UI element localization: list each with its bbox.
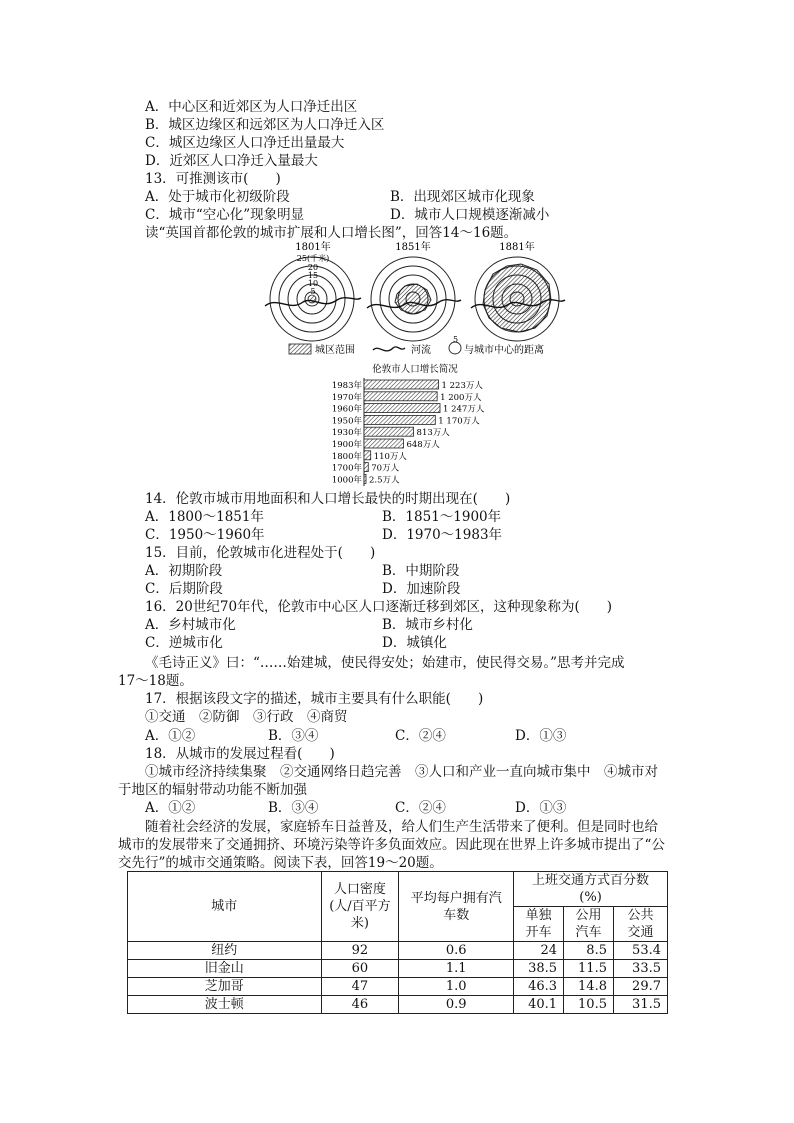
q17-items: ①交通 ②防御 ③行政 ④商贸 bbox=[145, 709, 348, 725]
table-row bbox=[128, 942, 668, 960]
q15-stem: 15．目前，伦敦城市化进程处于( ) bbox=[145, 545, 376, 561]
ring-label-15: 15 bbox=[307, 271, 319, 280]
q14-option-a: A．1800～1851年 bbox=[145, 509, 264, 525]
cell-bus: 8.5 bbox=[564, 942, 614, 960]
q13-option-d: D．城市人口规模逐渐减小 bbox=[390, 207, 550, 223]
commute-table bbox=[127, 871, 668, 1014]
chart-category-label: 1800年 bbox=[331, 451, 362, 462]
q12-option-a: A．中心区和近郊区为人口净迁出区 bbox=[145, 99, 358, 115]
intro-19-20-line3: 交先行”的城市交通策略。阅读下表，回答19～20题。 bbox=[118, 855, 443, 871]
chart-bar bbox=[364, 392, 437, 401]
chart-bar bbox=[364, 415, 435, 424]
cell-cars: 1.0 bbox=[399, 978, 514, 996]
chart-bar bbox=[364, 427, 414, 436]
q13-stem: 13．可推测该市( ) bbox=[145, 171, 281, 187]
q15-option-a: A．初期阶段 bbox=[145, 563, 223, 579]
q17-option-a: A．①② bbox=[145, 728, 196, 744]
q15-option-c: C．后期阶段 bbox=[145, 581, 223, 597]
header-city: 城市 bbox=[128, 872, 322, 942]
table-row bbox=[128, 996, 668, 1014]
q16-option-b: B．城市乡村化 bbox=[382, 617, 473, 633]
cell-drive: 24 bbox=[514, 942, 564, 960]
q15-option-b: B．中期阶段 bbox=[382, 563, 460, 579]
london-population-chart bbox=[320, 360, 510, 488]
ring-label-25: 25(千米) bbox=[296, 254, 330, 263]
chart-bar bbox=[364, 404, 440, 413]
table-row bbox=[128, 960, 668, 978]
legend-distance-number: 5 bbox=[453, 335, 459, 344]
q12-option-c: C．城区边缘区人口净迁出量最大 bbox=[145, 135, 345, 151]
cell-public: 29.7 bbox=[613, 978, 667, 996]
cell-public: 53.4 bbox=[613, 942, 667, 960]
cell-cars: 0.9 bbox=[399, 996, 514, 1014]
q14-stem: 14．伦敦市城市用地面积和人口增长最快的时期出现在( ) bbox=[145, 491, 511, 507]
chart-data-label: 813万人 bbox=[416, 428, 450, 439]
legend-area-swatch bbox=[289, 344, 311, 354]
chart-data-label: 1 200万人 bbox=[440, 392, 482, 403]
header-density: 人口密度 (人/百平方 米) bbox=[321, 872, 399, 942]
map-1851 bbox=[367, 257, 461, 341]
cell-drive: 46.3 bbox=[514, 978, 564, 996]
cell-city: 芝加哥 bbox=[128, 978, 322, 996]
legend-distance-label: 与城市中心的距离 bbox=[464, 345, 544, 356]
q16-option-c: C．逆城市化 bbox=[145, 635, 223, 651]
cell-density: 46 bbox=[321, 996, 399, 1014]
header-drive: 单独 开车 bbox=[514, 907, 564, 942]
map-year-1801: 1801年 bbox=[295, 242, 331, 253]
chart-data-label: 1 247万人 bbox=[443, 404, 485, 415]
q18-option-a: A．①② bbox=[145, 800, 196, 816]
q15-option-d: D．加速阶段 bbox=[382, 581, 461, 597]
chart-bar bbox=[364, 451, 371, 460]
chart-bar bbox=[364, 439, 403, 448]
chart-data-label: 110万人 bbox=[373, 451, 407, 462]
q13-option-c: C．城市“空心化”现象明显 bbox=[145, 207, 305, 223]
cell-city: 纽约 bbox=[128, 942, 322, 960]
cell-city: 旧金山 bbox=[128, 960, 322, 978]
cell-density: 60 bbox=[321, 960, 399, 978]
intro-19-20-line1: 随着社会经济的发展，家庭轿车日益普及，给人们生产生活带来了便利。但是同时也给 bbox=[145, 819, 658, 835]
intro-17-18-line2: 17～18题。 bbox=[118, 673, 193, 689]
q16-option-a: A．乡村城市化 bbox=[145, 617, 236, 633]
header-public: 公共 交通 bbox=[613, 907, 667, 942]
chart-data-label: 1 170万人 bbox=[438, 416, 480, 427]
cell-cars: 0.6 bbox=[399, 942, 514, 960]
chart-data-label: 648万人 bbox=[406, 440, 440, 450]
london-expansion-maps bbox=[255, 240, 575, 360]
q17-option-d: D．①③ bbox=[515, 728, 567, 744]
q18-option-c: C．②④ bbox=[395, 800, 446, 816]
q12-option-d: D．近郊区人口净迁入量最大 bbox=[145, 153, 318, 169]
q18-items-line2: 于地区的辐射带动功能不断加强 bbox=[118, 782, 307, 798]
q17-stem: 17．根据该段文字的描述，城市主要具有什么职能( ) bbox=[145, 691, 484, 707]
cell-density: 92 bbox=[321, 942, 399, 960]
q14-option-b: B．1851～1900年 bbox=[382, 509, 502, 525]
cell-public: 31.5 bbox=[613, 996, 667, 1014]
chart-bar bbox=[364, 474, 366, 483]
chart-category-label: 1000年 bbox=[331, 475, 362, 486]
chart-category-label: 1950年 bbox=[331, 416, 362, 427]
chart-category-label: 1700年 bbox=[331, 463, 362, 474]
map-year-1851: 1851年 bbox=[395, 242, 431, 253]
q18-items-line1: ①城市经济持续集聚 ②交通网络日趋完善 ③人口和产业一直向城市集中 ④城市对 bbox=[145, 764, 658, 780]
legend-area-label: 城区范围 bbox=[315, 345, 355, 356]
q18-option-b: B．③④ bbox=[268, 800, 319, 816]
cell-density: 47 bbox=[321, 978, 399, 996]
intro-14-16: 读“英国首都伦敦的城市扩展和人口增长图”，回答14～16题。 bbox=[145, 225, 518, 241]
q17-option-c: C．②④ bbox=[395, 728, 446, 744]
ring-label-10: 10 bbox=[307, 279, 319, 288]
map-year-1881: 1881年 bbox=[499, 242, 535, 253]
q13-option-a: A．处于城市化初级阶段 bbox=[145, 189, 290, 205]
map-1881 bbox=[471, 257, 565, 341]
legend-river-label: 河流 bbox=[411, 345, 431, 356]
table-header-row bbox=[128, 872, 668, 907]
legend-river-swatch bbox=[373, 347, 405, 351]
chart-category-label: 1900年 bbox=[331, 440, 362, 450]
ring-label-5: 5 bbox=[310, 287, 316, 296]
header-commute: 上班交通方式百分数 (%) bbox=[514, 872, 668, 907]
q14-option-c: C．1950～1960年 bbox=[145, 527, 265, 543]
q17-option-b: B．③④ bbox=[268, 728, 319, 744]
q16-option-d: D．城镇化 bbox=[382, 635, 447, 651]
cell-cars: 1.1 bbox=[399, 960, 514, 978]
cell-drive: 40.1 bbox=[514, 996, 564, 1014]
cell-public: 33.5 bbox=[613, 960, 667, 978]
cell-bus: 14.8 bbox=[564, 978, 614, 996]
chart-category-label: 1970年 bbox=[331, 392, 362, 403]
chart-category-label: 1930年 bbox=[331, 428, 362, 439]
cell-city: 波士顿 bbox=[128, 996, 322, 1014]
chart-data-label: 1 223万人 bbox=[441, 381, 483, 391]
chart-category-label: 1983年 bbox=[331, 381, 362, 391]
q16-stem: 16．20世纪70年代，伦敦市中心区人口逐渐迁移到郊区，这种现象称为( ) bbox=[145, 599, 613, 615]
q14-option-d: D．1970～1983年 bbox=[382, 527, 503, 543]
ring-label-20: 20 bbox=[307, 263, 319, 272]
table-row bbox=[128, 978, 668, 996]
chart-bar bbox=[364, 380, 439, 389]
q18-option-d: D．①③ bbox=[515, 800, 567, 816]
chart-category-label: 1960年 bbox=[331, 404, 362, 415]
chart-bar bbox=[364, 463, 368, 472]
q13-option-b: B．出现郊区城市化现象 bbox=[390, 189, 535, 205]
chart-data-label: 2.5万人 bbox=[369, 475, 400, 486]
intro-19-20-line2: 城市的发展带来了交通拥挤、环境污染等许多负面效应。因此现在世界上许多城市提出了“公 bbox=[118, 837, 665, 853]
chart-data-label: 70万人 bbox=[371, 463, 400, 474]
cell-drive: 38.5 bbox=[514, 960, 564, 978]
cell-bus: 10.5 bbox=[564, 996, 614, 1014]
cell-bus: 11.5 bbox=[564, 960, 614, 978]
q18-stem: 18．从城市的发展过程看( ) bbox=[145, 746, 335, 762]
q12-option-b: B．城区边缘区和远郊区为人口净迁入区 bbox=[145, 117, 385, 133]
chart-title: 伦敦市人口增长简况 bbox=[372, 364, 458, 375]
header-bus: 公用 汽车 bbox=[564, 907, 614, 942]
intro-17-18-line1: 《毛诗正义》曰：“……始建城，使民得安处；始建市，使民得交易。”思考并完成 bbox=[145, 655, 625, 671]
header-cars: 平均每户拥有汽 车数 bbox=[399, 872, 514, 942]
